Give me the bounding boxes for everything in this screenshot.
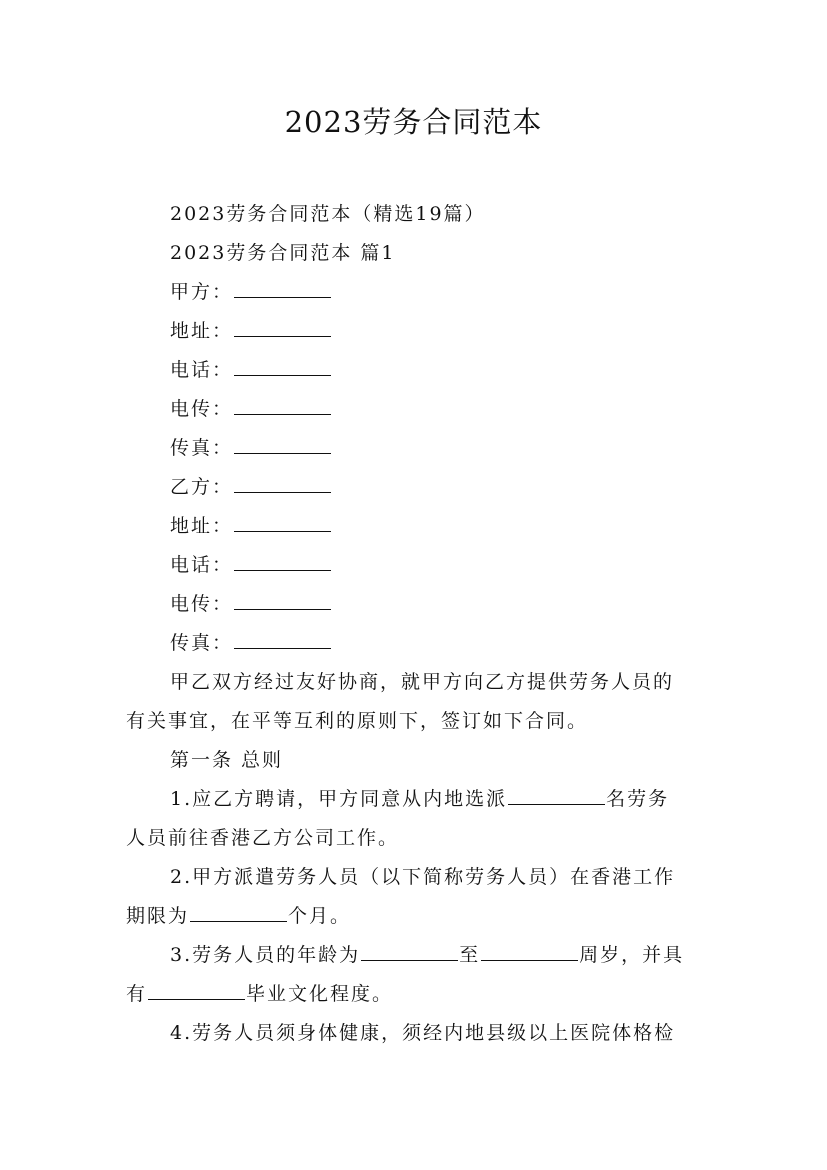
section-title: 2023劳务合同范本 篇1 xyxy=(170,242,396,264)
fill-blank xyxy=(234,435,331,454)
fill-blank xyxy=(190,903,287,922)
fill-blank xyxy=(234,513,331,532)
fill-blank xyxy=(234,591,331,610)
clause-text: 1.应乙方聘请，甲方同意从内地选派 xyxy=(170,788,508,810)
fill-blank xyxy=(148,981,245,1000)
clause-3-line2 xyxy=(126,979,393,1006)
field-label: 甲方： xyxy=(170,281,234,303)
fill-blank xyxy=(361,942,458,961)
fill-blank xyxy=(234,396,331,415)
party-b-fax-field xyxy=(170,628,332,655)
clause-3-line1 xyxy=(170,940,684,967)
clause-2-line2 xyxy=(126,901,351,928)
clause-1-line1 xyxy=(170,784,669,811)
intro-paragraph-line1: 甲乙双方经过友好协商，就甲方向乙方提供劳务人员的 xyxy=(170,671,675,693)
field-label: 地址： xyxy=(170,320,234,342)
fill-blank xyxy=(234,552,331,571)
party-a-address-field xyxy=(170,316,332,343)
field-label: 传真： xyxy=(170,632,234,654)
article-heading: 第一条 总则 xyxy=(170,749,284,771)
party-a-telex-field xyxy=(170,394,332,421)
field-label: 地址： xyxy=(170,515,234,537)
party-b-phone-field xyxy=(170,550,332,577)
document-title: 2023劳务合同范本 xyxy=(284,105,543,139)
fill-blank xyxy=(481,942,578,961)
party-b-field xyxy=(170,472,332,499)
fill-blank xyxy=(234,279,331,298)
fill-blank xyxy=(234,318,331,337)
clause-text: 个月。 xyxy=(288,905,352,927)
clause-text: 名劳务 xyxy=(606,788,670,810)
subtitle: 2023劳务合同范本（精选19篇） xyxy=(170,203,486,225)
clause-1-line2: 人员前往香港乙方公司工作。 xyxy=(126,827,400,849)
fill-blank xyxy=(508,786,605,805)
fill-blank xyxy=(234,474,331,493)
fill-blank xyxy=(234,357,331,376)
party-a-phone-field xyxy=(170,355,332,382)
field-label: 传真： xyxy=(170,437,234,459)
clause-2-line1: 2.甲方派遣劳务人员（以下简称劳务人员）在香港工作 xyxy=(170,866,676,888)
clause-text: 周岁，并具 xyxy=(579,944,685,966)
party-b-address-field xyxy=(170,511,332,538)
clause-text: 有 xyxy=(126,983,148,1005)
clause-text: 期限为 xyxy=(126,905,190,927)
party-b-telex-field xyxy=(170,589,332,616)
field-label: 电话： xyxy=(170,359,234,381)
field-label: 电传： xyxy=(170,398,234,420)
field-label: 乙方： xyxy=(170,476,234,498)
field-label: 电传： xyxy=(170,593,234,615)
clause-text: 至 xyxy=(459,944,481,966)
intro-paragraph-line2: 有关事宜，在平等互利的原则下，签订如下合同。 xyxy=(126,710,589,732)
party-a-field xyxy=(170,277,332,304)
fill-blank xyxy=(234,630,331,649)
party-a-fax-field xyxy=(170,433,332,460)
clause-text: 3.劳务人员的年龄为 xyxy=(170,944,361,966)
clause-text: 毕业文化程度。 xyxy=(246,983,394,1005)
field-label: 电话： xyxy=(170,554,234,576)
clause-4-line1: 4.劳务人员须身体健康，须经内地县级以上医院体格检 xyxy=(170,1022,676,1044)
